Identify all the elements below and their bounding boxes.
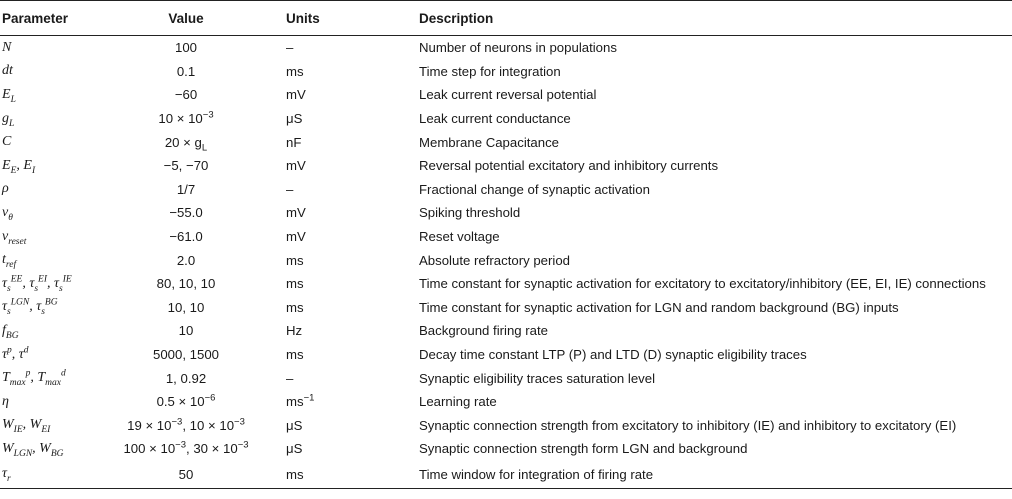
table-row <box>0 461 1012 489</box>
description-cell: Number of neurons in populations <box>419 40 617 56</box>
value-cell: 5000, 1500 <box>152 347 219 363</box>
parameter-cell: $t_{ref}$ <box>2 252 17 270</box>
description-cell: Time step for integration <box>419 63 561 79</box>
value-cell: 2.0 <box>176 252 196 268</box>
description-cell: Time window for integration of firing rate <box>419 461 1012 489</box>
units-cell: μS <box>286 441 303 457</box>
parameter-cell: $g_L$ <box>2 110 15 129</box>
value-cell: 10 <box>178 323 194 339</box>
parameter-cell: ρ <box>2 181 9 197</box>
units-cell: μS <box>286 417 303 433</box>
table-row <box>0 60 1012 84</box>
units-cell: – <box>286 370 294 386</box>
units-cell: μS <box>286 111 303 127</box>
table-row <box>0 437 1012 461</box>
description-cell: Synaptic connection strength form LGN and background <box>419 441 748 457</box>
value-cell: 80, 10, 10 <box>156 276 216 292</box>
header-description: Description <box>419 1 1012 36</box>
table-row <box>0 83 1012 107</box>
value-cell: $10 \times 10^{-3}$ <box>158 109 214 127</box>
units-cell: ms <box>286 276 304 292</box>
units-cell: ms <box>286 347 304 363</box>
parameter-cell: C <box>2 134 12 150</box>
description-cell: Absolute refractory period <box>419 252 570 268</box>
units-cell: $ms^{-1}$ <box>286 392 315 410</box>
table-row <box>0 319 1012 343</box>
units-cell: – <box>286 181 294 197</box>
units-cell: mV <box>286 229 306 245</box>
table-row <box>0 366 1012 390</box>
description-cell: Spiking threshold <box>419 205 521 221</box>
description-cell: Learning rate <box>419 394 497 410</box>
value-cell: 100 <box>174 40 197 56</box>
table-row <box>0 36 1012 60</box>
parameter-cell: $E_E$, $E_I$ <box>2 157 36 176</box>
description-cell: Decay time constant LTP (P) and LTD (D) synaptic eligibility traces <box>419 347 807 363</box>
description-cell: Reversal potential excitatory and inhibitory currents <box>419 158 719 174</box>
parameter-cell: $\tau^p$, $\tau^d$ <box>2 344 29 362</box>
value-cell: 0.1 <box>176 63 196 79</box>
value-cell: −5, −70 <box>163 158 209 174</box>
value-cell: $20 \times g_L$ <box>164 134 208 154</box>
value-cell: −61.0 <box>169 229 203 245</box>
description-cell: Time constant for synaptic activation for excitatory to excitatory/inhibitory (EE, EI, IE) connections <box>419 276 986 292</box>
parameter-cell: $v_{reset}$ <box>2 228 27 247</box>
header-parameter: Parameter <box>0 1 86 36</box>
table-body <box>0 36 1012 489</box>
table-row <box>0 130 1012 154</box>
description-cell: Synaptic connection strength from excitatory to inhibitory (IE) and inhibitory to excitatory (EI) <box>419 417 957 433</box>
units-cell: ms <box>286 299 304 315</box>
table-row <box>0 343 1012 367</box>
value-cell: −55.0 <box>169 205 203 221</box>
header-row <box>0 1 1012 36</box>
table-row <box>0 201 1012 225</box>
table-row <box>0 414 1012 438</box>
parameter-cell: $E_L$ <box>2 86 16 105</box>
units-cell: mV <box>286 205 306 221</box>
description-cell: Membrane Capacitance <box>419 134 560 150</box>
value-cell: 10, 10 <box>167 299 205 315</box>
table-row <box>0 178 1012 202</box>
units-cell: mV <box>286 87 306 103</box>
description-cell: Background firing rate <box>419 323 549 339</box>
value-cell: $100 \times 10^{-3}$, $30 \times 10^{-3}$ <box>123 440 249 457</box>
units-cell: nF <box>286 134 302 150</box>
header-units: Units <box>286 1 419 36</box>
value-cell: 1, 0.92 <box>165 370 207 386</box>
description-cell: Leak current conductance <box>419 111 571 127</box>
units-cell: – <box>286 40 294 56</box>
parameter-cell: $v_\theta$ <box>2 204 13 223</box>
units-cell: ms <box>286 63 304 79</box>
description-cell: Reset voltage <box>419 229 500 245</box>
value-cell: −60 <box>174 87 198 103</box>
table-row <box>0 296 1012 320</box>
value-cell: 50 <box>86 461 286 489</box>
parameter-cell: N <box>2 39 12 55</box>
units-cell: ms <box>286 461 419 489</box>
parameter-cell: $\tau_r$ <box>0 461 86 489</box>
parameter-cell: $\tau_s^{EE}$, $\tau_s^{EI}$, $\tau_s^{IE}$ <box>2 274 72 294</box>
parameter-cell: $\tau_s^{LGN}$, $\tau_s^{BG}$ <box>2 297 58 318</box>
description-cell: Fractional change of synaptic activation <box>419 181 650 197</box>
description-cell: Leak current reversal potential <box>419 87 597 103</box>
table-row <box>0 107 1012 131</box>
units-cell: Hz <box>286 323 303 339</box>
table-row <box>0 248 1012 272</box>
parameter-cell: $T_{max}^p$, $T_{max}^d$ <box>2 368 66 388</box>
header-value: Value <box>86 1 286 36</box>
units-cell: mV <box>286 158 306 174</box>
parameter-cell: $f_{BG}$ <box>2 322 19 341</box>
table-row <box>0 154 1012 178</box>
value-cell: $19 \times 10^{-3}$, $10 \times 10^{-3}$ <box>127 416 245 433</box>
value-cell: 1/7 <box>176 181 196 197</box>
description-cell: Synaptic eligibility traces saturation level <box>419 370 656 386</box>
table-row <box>0 390 1012 414</box>
parameter-cell: $W_{IE}$, $W_{EI}$ <box>2 417 51 436</box>
description-cell: Time constant for synaptic activation for LGN and random background (BG) inputs <box>419 299 899 315</box>
table-row <box>0 225 1012 249</box>
parameter-cell: η <box>2 393 9 409</box>
parameter-cell: dt <box>2 63 13 79</box>
units-cell: ms <box>286 252 304 268</box>
parameter-cell: $W_{LGN}$, $W_{BG}$ <box>2 440 64 459</box>
value-cell: $0.5 \times 10^{-6}$ <box>156 392 216 410</box>
table-row <box>0 272 1012 296</box>
